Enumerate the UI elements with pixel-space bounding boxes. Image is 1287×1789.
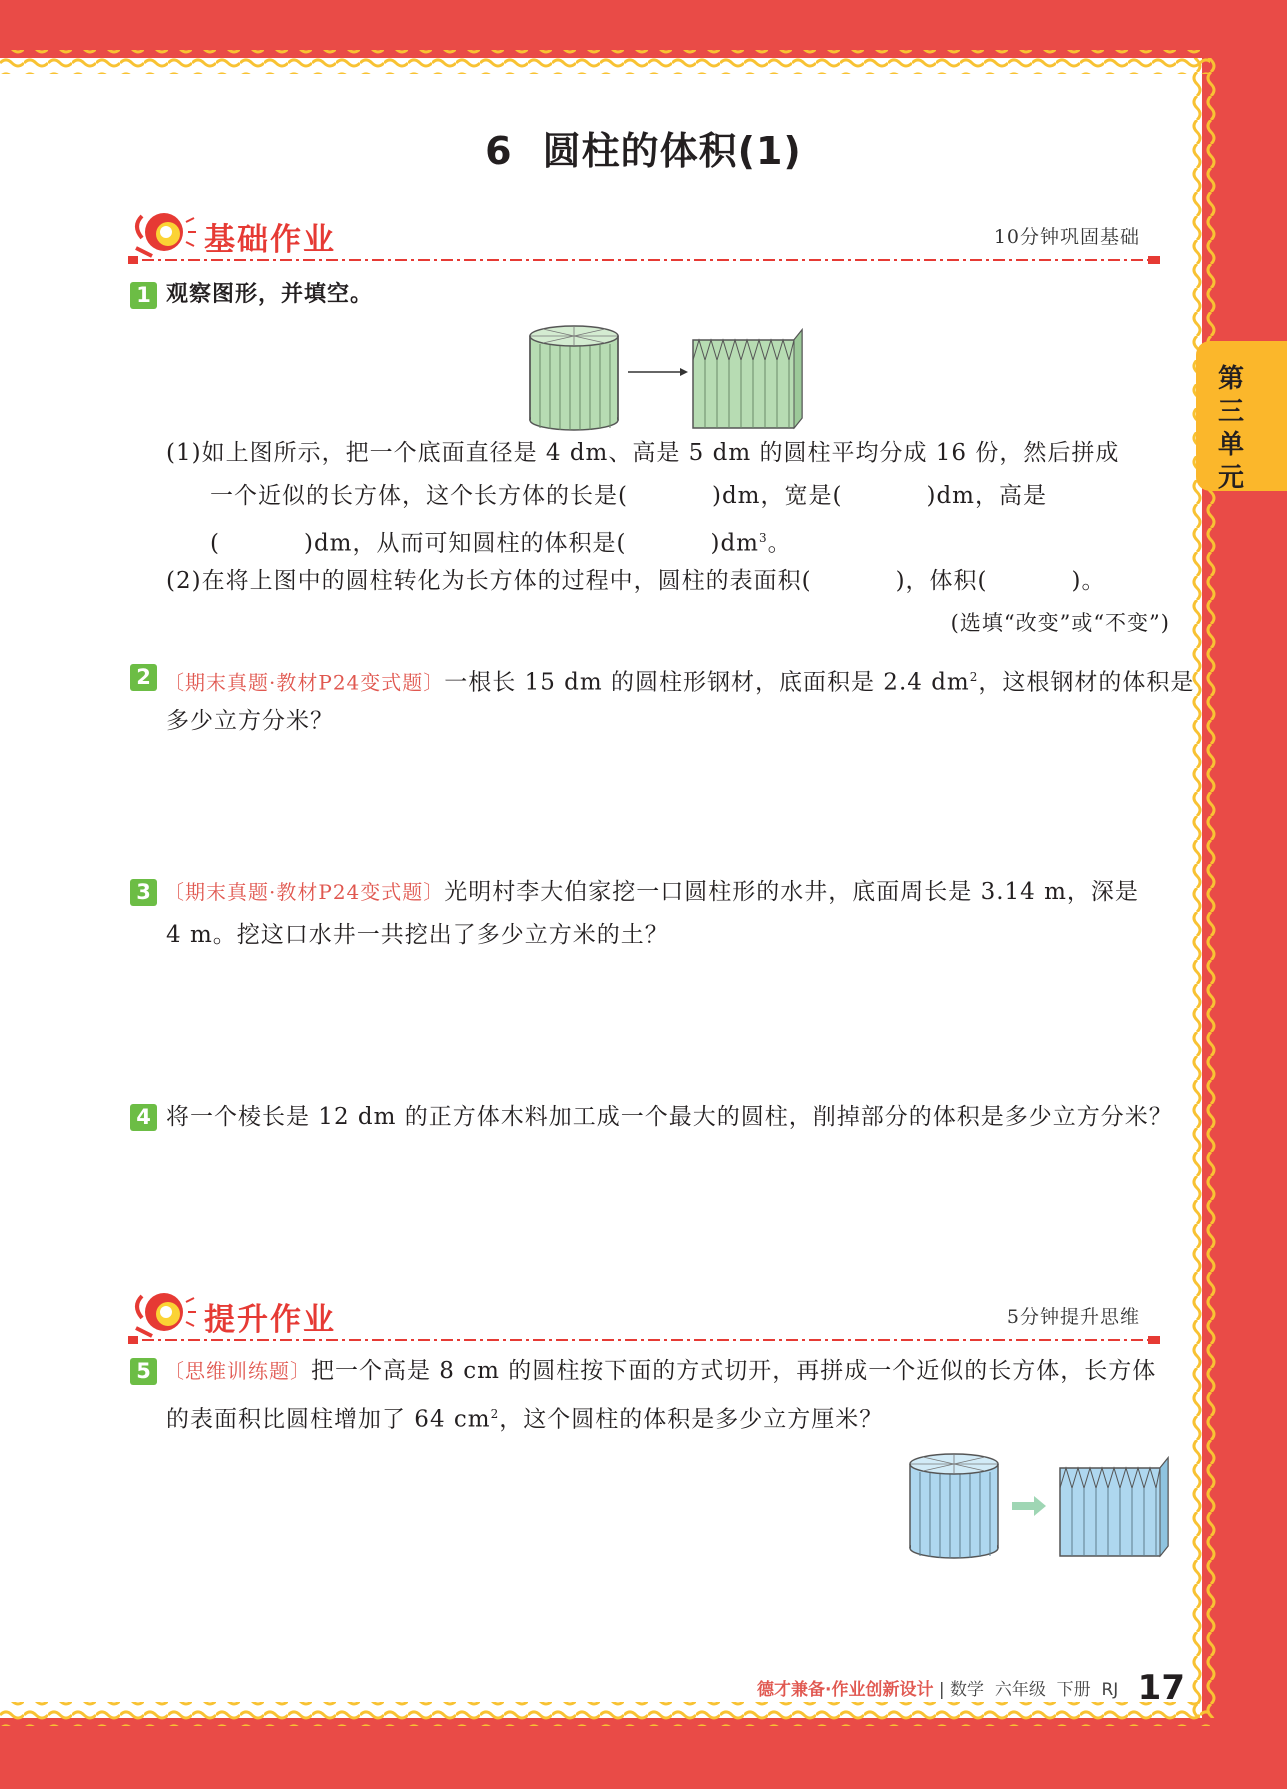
- q1-part1-line3: [210, 523, 792, 559]
- q5-line2: [166, 1399, 883, 1435]
- q3-line2: 4 m。挖这口水井一共挖出了多少立方米的土？: [166, 922, 669, 948]
- section-hint: 5分钟提升思维: [1006, 1306, 1140, 1328]
- section-label: 基础作业: [204, 222, 336, 258]
- cylinder-figure: [910, 1454, 998, 1558]
- title-number: 6: [485, 129, 513, 173]
- q1-part2-note: (选填“改变”或“不变”): [950, 611, 1170, 635]
- unit-side-tab: [1196, 341, 1287, 491]
- q5-figure: [908, 1450, 1178, 1560]
- cylinder-figure: [530, 326, 618, 430]
- q1-text: 。: [767, 530, 792, 557]
- question-number-5: 5: [130, 1358, 157, 1385]
- q1-text: )dm，从而可知圆柱的体积是(: [303, 530, 627, 557]
- superscript: 3: [758, 531, 768, 545]
- arrow-icon: [628, 368, 688, 376]
- superscript: 2: [490, 1407, 500, 1421]
- q4-line1: 将一个棱长是 12 dm 的正方体木料加工成一个最大的圆柱，削掉部分的体积是多少立方分米？: [166, 1104, 1173, 1130]
- question-number-4: 4: [130, 1104, 157, 1131]
- section-divider: [128, 1334, 1170, 1346]
- q1-part1-line2: [210, 481, 1047, 511]
- section-divider: [128, 254, 1170, 266]
- q1-text: (2)在将上图中的圆柱转化为长方体的过程中，圆柱的表面积(: [166, 568, 812, 594]
- section-label: 提升作业: [204, 1302, 336, 1338]
- superscript: 2: [969, 670, 979, 684]
- mascot-icon: [128, 1288, 198, 1340]
- q5-text: 把一个高是 8 cm 的圆柱按下面的方式切开，再拼成一个近似的长方体，长方体: [311, 1358, 1157, 1384]
- q1-text: )dm: [710, 530, 759, 557]
- footer-info: 数学 六年级 下册 RJ: [950, 1680, 1119, 1700]
- question-tag: 〔思维训练题〕: [164, 1359, 311, 1383]
- q1-text: )。: [1071, 568, 1106, 594]
- title-text: 圆柱的体积(1): [542, 129, 802, 173]
- question-number-3: 3: [130, 879, 157, 906]
- q2-line2: 多少立方分米？: [166, 708, 334, 734]
- question-number-2: 2: [130, 664, 157, 691]
- q1-figure: [528, 322, 828, 432]
- arrow-icon: [1012, 1496, 1046, 1516]
- section-header-basic: [128, 208, 1170, 268]
- q1-part2: [166, 566, 1106, 596]
- q1-text: )dm，高是: [926, 483, 1047, 509]
- section-header-advanced: [128, 1288, 1170, 1348]
- q3-line1: [164, 877, 1139, 907]
- page-footer: [757, 1668, 1185, 1708]
- q5-text: 的表面积比圆柱增加了 64 cm: [166, 1406, 491, 1433]
- side-tab-label: 第三单元: [1217, 364, 1244, 493]
- cuboid-figure: [1060, 1458, 1168, 1556]
- q5-line1: [164, 1356, 1156, 1386]
- q1-text: )，体积(: [895, 568, 988, 594]
- question-tag: 〔期末真题·教材P24变式题〕: [164, 670, 445, 695]
- q2-line1: [164, 662, 1194, 698]
- question-tag: 〔期末真题·教材P24变式题〕: [164, 880, 445, 904]
- mascot-icon: [128, 208, 198, 260]
- footer-brand: 德才兼备·作业创新设计: [757, 1680, 934, 1700]
- q1-prompt: 观察图形，并填空。: [166, 282, 374, 307]
- q1-text: )dm，宽是(: [711, 483, 843, 509]
- q3-text: 光明村李大伯家挖一口圆柱形的水井，底面周长是 3.14 m，深是: [444, 879, 1139, 905]
- q1-text: (: [210, 530, 220, 557]
- page-number: 17: [1137, 1668, 1185, 1708]
- question-number-1: 1: [130, 282, 157, 309]
- q2-text: ，这根钢材的体积是: [978, 669, 1195, 696]
- q5-text: ，这个圆柱的体积是多少立方厘米？: [499, 1406, 884, 1433]
- footer-separator: |: [938, 1680, 945, 1700]
- page-title: [0, 120, 1287, 175]
- q1-part1-line1: (1)如上图所示，把一个底面直径是 4 dm、高是 5 dm 的圆柱平均分成 16 份，然后拼成: [166, 440, 1120, 466]
- section-hint: 10分钟巩固基础: [993, 226, 1140, 248]
- q1-text: 一个近似的长方体，这个长方体的长是(: [210, 483, 628, 509]
- q2-text: 一根长 15 dm 的圆柱形钢材，底面积是 2.4 dm: [444, 669, 970, 696]
- cuboid-figure: [693, 330, 802, 428]
